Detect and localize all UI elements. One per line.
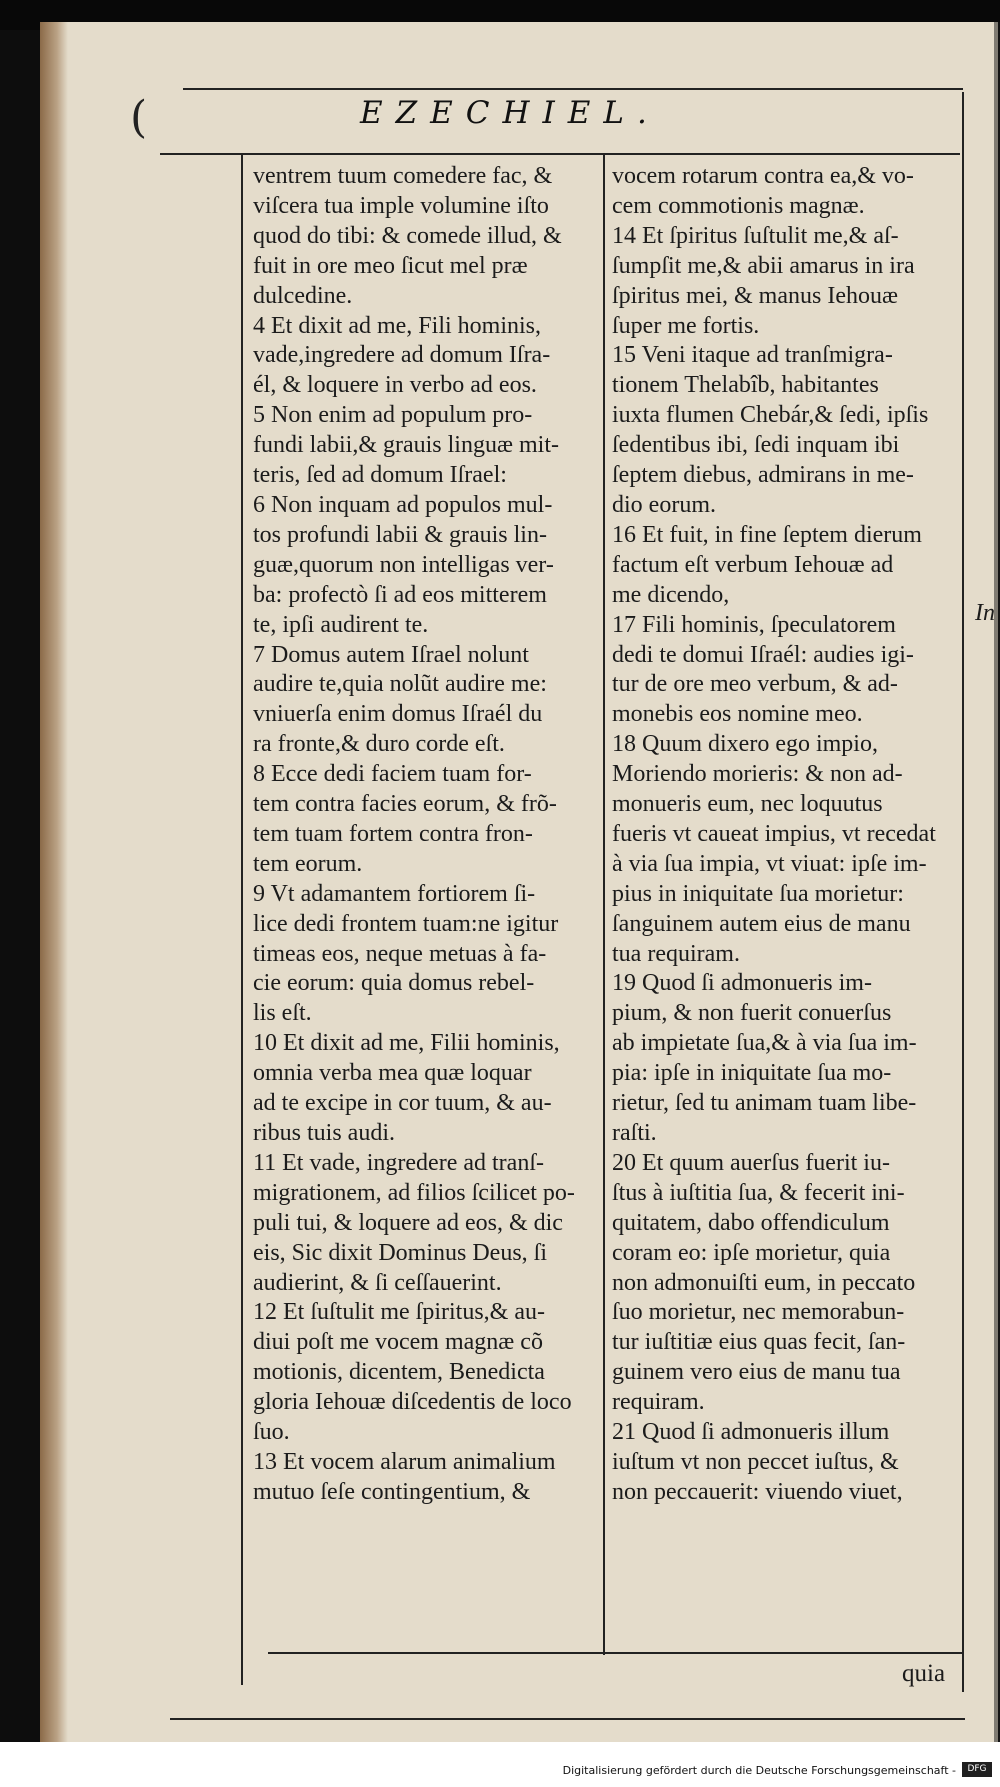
text-line: 11 Et vade, ingredere ad tranſ- [253,1149,544,1176]
text-line: mutuo ſeſe contingentium, & [253,1478,531,1505]
running-title: EZECHIEL. [360,95,660,131]
text-line: diui poſt me vocem magnæ cõ [253,1329,543,1356]
text-line: 13 Et vocem alarum animalium [253,1448,556,1475]
text-line: guæ,quorum non intelligas ver- [253,551,554,578]
text-line: 18 Quum dixero ego impio, [612,731,878,758]
text-line: rietur, ſed tu animam tuam libe- [612,1090,917,1117]
header-top-rule [183,88,963,90]
text-line: puli tui, & loquere ad eos, & dic [253,1209,563,1236]
text-line: non admonuiſti eum, in peccato [612,1269,916,1296]
text-line: vade,ingredere ad domum Iſra- [253,342,551,369]
text-line: ſpiritus mei, & manus Iehouæ [612,282,898,309]
text-line: migrationem, ad filios ſcilicet po- [253,1179,575,1206]
text-line: requiram. [612,1389,705,1416]
text-line: vniuerſa enim domus Iſraél du [253,701,543,728]
text-line: ſedentibus ibi, ſedi inquam ibi [612,432,900,459]
text-line: tua requiram. [612,940,740,967]
text-line: él, & loquere in verbo ad eos. [253,372,537,399]
header-left-bracket: ( [130,92,148,143]
catchword: quia [902,1660,946,1687]
text-line: non peccauerit: viuendo viuet, [612,1478,903,1505]
text-line: motionis, dicentem, Benedicta [253,1359,545,1386]
text-line: eis, Sic dixit Dominus Deus, ſi [253,1239,547,1266]
text-line: quitatem, dabo offendiculum [612,1209,890,1236]
text-line: ba: profectò ſi ad eos mitterem [253,581,547,608]
text-line: iuxta flumen Chebár,& ſedi, ipſis [612,402,929,429]
page-binding-shadow [40,22,68,1742]
text-line: teris, ſed ad domum Iſrael: [253,462,507,489]
text-line: coram eo: ipſe morietur, quia [612,1239,891,1266]
text-line: 6 Non inquam ad populos mul- [253,491,553,518]
text-line: lice dedi frontem tuam:ne igitur [253,910,559,937]
text-line: ra fronte,& duro corde eſt. [253,731,505,758]
text-line: tur iuſtitiæ eius quas fecit, ſan- [612,1329,906,1356]
text-line: ſtus à iuſtitia ſua, & fecerit ini- [612,1179,905,1206]
text-line: dio eorum. [612,491,716,518]
text-line: 12 Et ſuſtulit me ſpiritus,& au- [253,1299,545,1326]
text-line: quod do tibi: & comede illud, & [253,222,562,249]
text-line: tem contra facies eorum, & frõ- [253,791,557,818]
text-line: tem eorum. [253,850,363,877]
text-line: dulcedine. [253,282,353,309]
text-line: fuit in ore meo ſicut mel præ [253,252,528,279]
text-line: ſumpſit me,& abii amarus in ira [612,252,915,279]
header-bottom-rule [160,153,960,155]
text-line: 17 Fili hominis, ſpeculatorem [612,611,896,638]
dfg-logo-icon: DFG [962,1762,992,1777]
text-line: 8 Ecce dedi faciem tuam for- [253,761,532,788]
text-line: 21 Quod ſi admonueris illum [612,1419,890,1446]
text-line: factum eſt verbum Iehouæ ad [612,551,894,578]
text-line: monueris eum, nec loquutus [612,791,883,818]
text-line: 7 Domus autem Iſrael nolunt [253,641,529,668]
text-line: monebis eos nomine meo. [612,701,863,728]
text-line: 10 Et dixit ad me, Filii hominis, [253,1030,560,1057]
text-line: tos profundi labii & grauis lin- [253,521,547,548]
text-line: pius in iniquitate ſua morietur: [612,880,904,907]
text-line: 16 Et fuit, in fine ſeptem dierum [612,521,922,548]
text-line: fueris vt caueat impius, vt recedat [612,820,936,847]
text-line: cie eorum: quia domus rebel- [253,970,535,997]
text-line: fundi labii,& grauis linguæ mit- [253,432,559,459]
footer-rule-lower [170,1718,965,1720]
text-line: omnia verba mea quæ loquar [253,1060,532,1087]
text-line: tionem Thelabîb, habitantes [612,372,879,399]
text-line: 19 Quod ſi admonueris im- [612,970,872,997]
text-line: 5 Non enim ad populum pro- [253,402,533,429]
text-line: ribus tuis audi. [253,1120,395,1146]
text-line: 4 Et dixit ad me, Fili hominis, [253,312,541,339]
text-line: ſanguinem autem eius de manu [612,910,911,937]
text-line: 15 Veni itaque ad tranſmigra- [612,342,893,369]
text-line: pium, & non fuerit conuerſus [612,1000,892,1027]
text-line: ſeptem diebus, admirans in me- [612,462,914,489]
text-line: timeas eos, neque metuas à fa- [253,940,547,967]
text-line: 9 Vt adamantem fortiorem ſi- [253,880,536,907]
margin-note: In [975,600,995,626]
right-text-column [612,162,957,1508]
text-line: ſuo morietur, nec memorabun- [612,1299,905,1326]
text-line: me dicendo, [612,581,730,608]
text-line: vocem rotarum contra ea,& vo- [612,163,914,189]
text-line: cem commotionis magnæ. [612,192,865,219]
text-line: viſcera tua imple volumine iſto [253,192,549,219]
text-line: ventrem tuum comedere fac, & [253,163,553,189]
text-line: ab impietate ſua,& à via ſua im- [612,1030,917,1057]
text-line: guinem vero eius de manu tua [612,1359,901,1386]
text-line: lis eſt. [253,1000,312,1027]
text-line: Moriendo morieris: & non ad- [612,761,903,788]
text-line: te, ipſi audirent te. [253,611,429,638]
right-column-rule [962,92,964,1692]
text-line: pia: ipſe in iniquitate ſua mo- [612,1060,892,1087]
text-line: 14 Et ſpiritus ſuſtulit me,& aſ- [612,222,899,249]
footer-rule-upper [268,1652,963,1654]
text-line: ſuo. [253,1419,290,1446]
text-line: raſti. [612,1120,657,1146]
text-line: audierint, & ſi ceſſauerint. [253,1269,502,1296]
text-line: gloria Iehouæ diſcedentis de loco [253,1389,572,1416]
text-line: à via ſua impia, vt viuat: ipſe im- [612,850,927,877]
text-line: ſuper me fortis. [612,312,760,339]
column-divider-rule [603,155,605,1655]
dfg-credit-text: Digitalisierung gefördert durch die Deutsche Forschungsgemeinschaft - [562,1764,956,1777]
text-line: audire te,quia nolũt audire me: [253,671,547,698]
text-line: dedi te domui Iſraél: audies igi- [612,641,914,668]
text-line: 20 Et quum auerſus fuerit iu- [612,1149,890,1176]
page-edge-shadow [994,22,1000,1742]
text-line: ad te excipe in cor tuum, & au- [253,1090,552,1117]
left-column-rule [241,155,243,1685]
text-line: tem tuam fortem contra fron- [253,820,533,847]
text-line: tur de ore meo verbum, & ad- [612,671,898,698]
text-line: iuſtum vt non peccet iuſtus, & [612,1448,899,1475]
left-text-column [253,162,598,1508]
